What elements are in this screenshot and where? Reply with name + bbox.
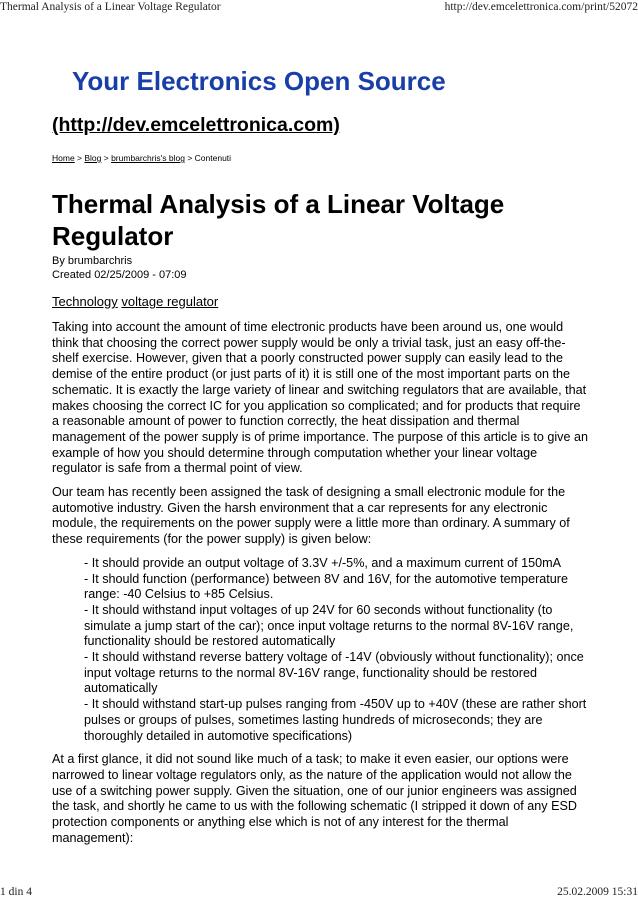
requirements-list	[52, 556, 588, 744]
list-item: - It should provide an output voltage of 3.3V +/-5%, and a maximum current of 150mA	[84, 555, 562, 570]
list-item: - It should function (performance) between 8V and 16V, for the automotive temperature range: -40 Celsius to +85 Celsius.	[84, 571, 568, 602]
breadcrumb-home-link[interactable]: Home	[52, 153, 75, 163]
intro-paragraph: Taking into account the amount of time electronic products have been around us, one would think that choosing the correct power supply would be only a trivial task, just an easy off-the-shelf exercise. However, given that a poorly constructed power supply can easily lead to the demise of the entire product (or just parts of it) it is still one of the most important parts on the schematic. It is exactly the large variety of linear and switching regulators that are available, that makes choosing the correct IC for you application so complicated; and for products that require a reasonable amount of power to function correctly, the heat dissipation and thermal management of the power supply is of prime importance. The purpose of this article is to give an example of how you should determine through computation whether your linear voltage regulator is safe from a thermal point of view.	[52, 320, 588, 476]
list-item: - It should withstand start-up pulses ranging from -450V up to +40V (these are rather short pulses or groups of pulses, sometimes lasting hundreds of microseconds; they are thoroughly detailed in automotive specifications)	[84, 697, 587, 743]
print-header	[0, 1, 638, 13]
breadcrumb-user-blog-link[interactable]: brumbarchris's blog	[111, 153, 185, 163]
taxonomy-tags	[52, 294, 218, 309]
site-title: Your Electronics Open Source	[72, 66, 446, 96]
closing-paragraph: At a first glance, it did not sound like much of a task; to make it even easier, our options were narrowed to linear voltage regulators only, as the nature of the application would not allow the use of a switching power supply. Given the situation, one of our junior engineers was assigned the task, and shortly he came to us with the following schematic (I stripped it down of any ESD protection components or anything else which is not of any interest for the thermal management):	[52, 752, 577, 845]
breadcrumb-blog-link[interactable]: Blog	[84, 153, 102, 163]
created-date: Created 02/25/2009 - 07:09	[52, 269, 187, 281]
breadcrumb-current: Contenuti	[194, 153, 232, 163]
list-item: - It should withstand input voltages of up 24V for 60 seconds without functionality (to simulate a jump start of the car); once input voltage returns to the normal 8V-16V range, functionality should be restored automatically	[84, 602, 574, 649]
tag-link-voltage-regulator[interactable]: voltage regulator	[121, 294, 219, 309]
article-body	[52, 320, 588, 855]
breadcrumb-separator: >	[184, 153, 195, 163]
print-header-url: http://dev.emcelettronica.com/print/52072	[444, 1, 638, 13]
breadcrumb-separator: >	[101, 153, 112, 163]
print-timestamp: 25.02.2009 15:31	[557, 886, 638, 898]
print-header-title: Thermal Analysis of a Linear Voltage Regulator	[0, 1, 221, 13]
article-title: Thermal Analysis of a Linear Voltage Regulator	[52, 189, 505, 251]
byline	[52, 254, 187, 282]
tag-link-technology[interactable]: Technology	[52, 294, 118, 309]
requirements-intro-paragraph: Our team has recently been assigned the task of designing a small electronic module for the automotive industry. Given the harsh environment that a car represents for any electronic module, the requirements on the power supply were a little more than ordinary. A summary of these requirements (for the power supply) is given below:	[52, 485, 570, 547]
author-line: By brumbarchris	[52, 255, 133, 267]
breadcrumb	[52, 153, 231, 163]
breadcrumb-separator: >	[74, 153, 85, 163]
site-url-link[interactable]: (http://dev.emcelettronica.com)	[52, 114, 340, 136]
print-footer	[0, 886, 638, 898]
list-item: - It should withstand reverse battery voltage of -14V (obviously without functionality); once input voltage returns to the normal 8V-16V range, functionality should be restored automatically	[84, 650, 584, 696]
page-counter: 1 din 4	[0, 886, 32, 898]
